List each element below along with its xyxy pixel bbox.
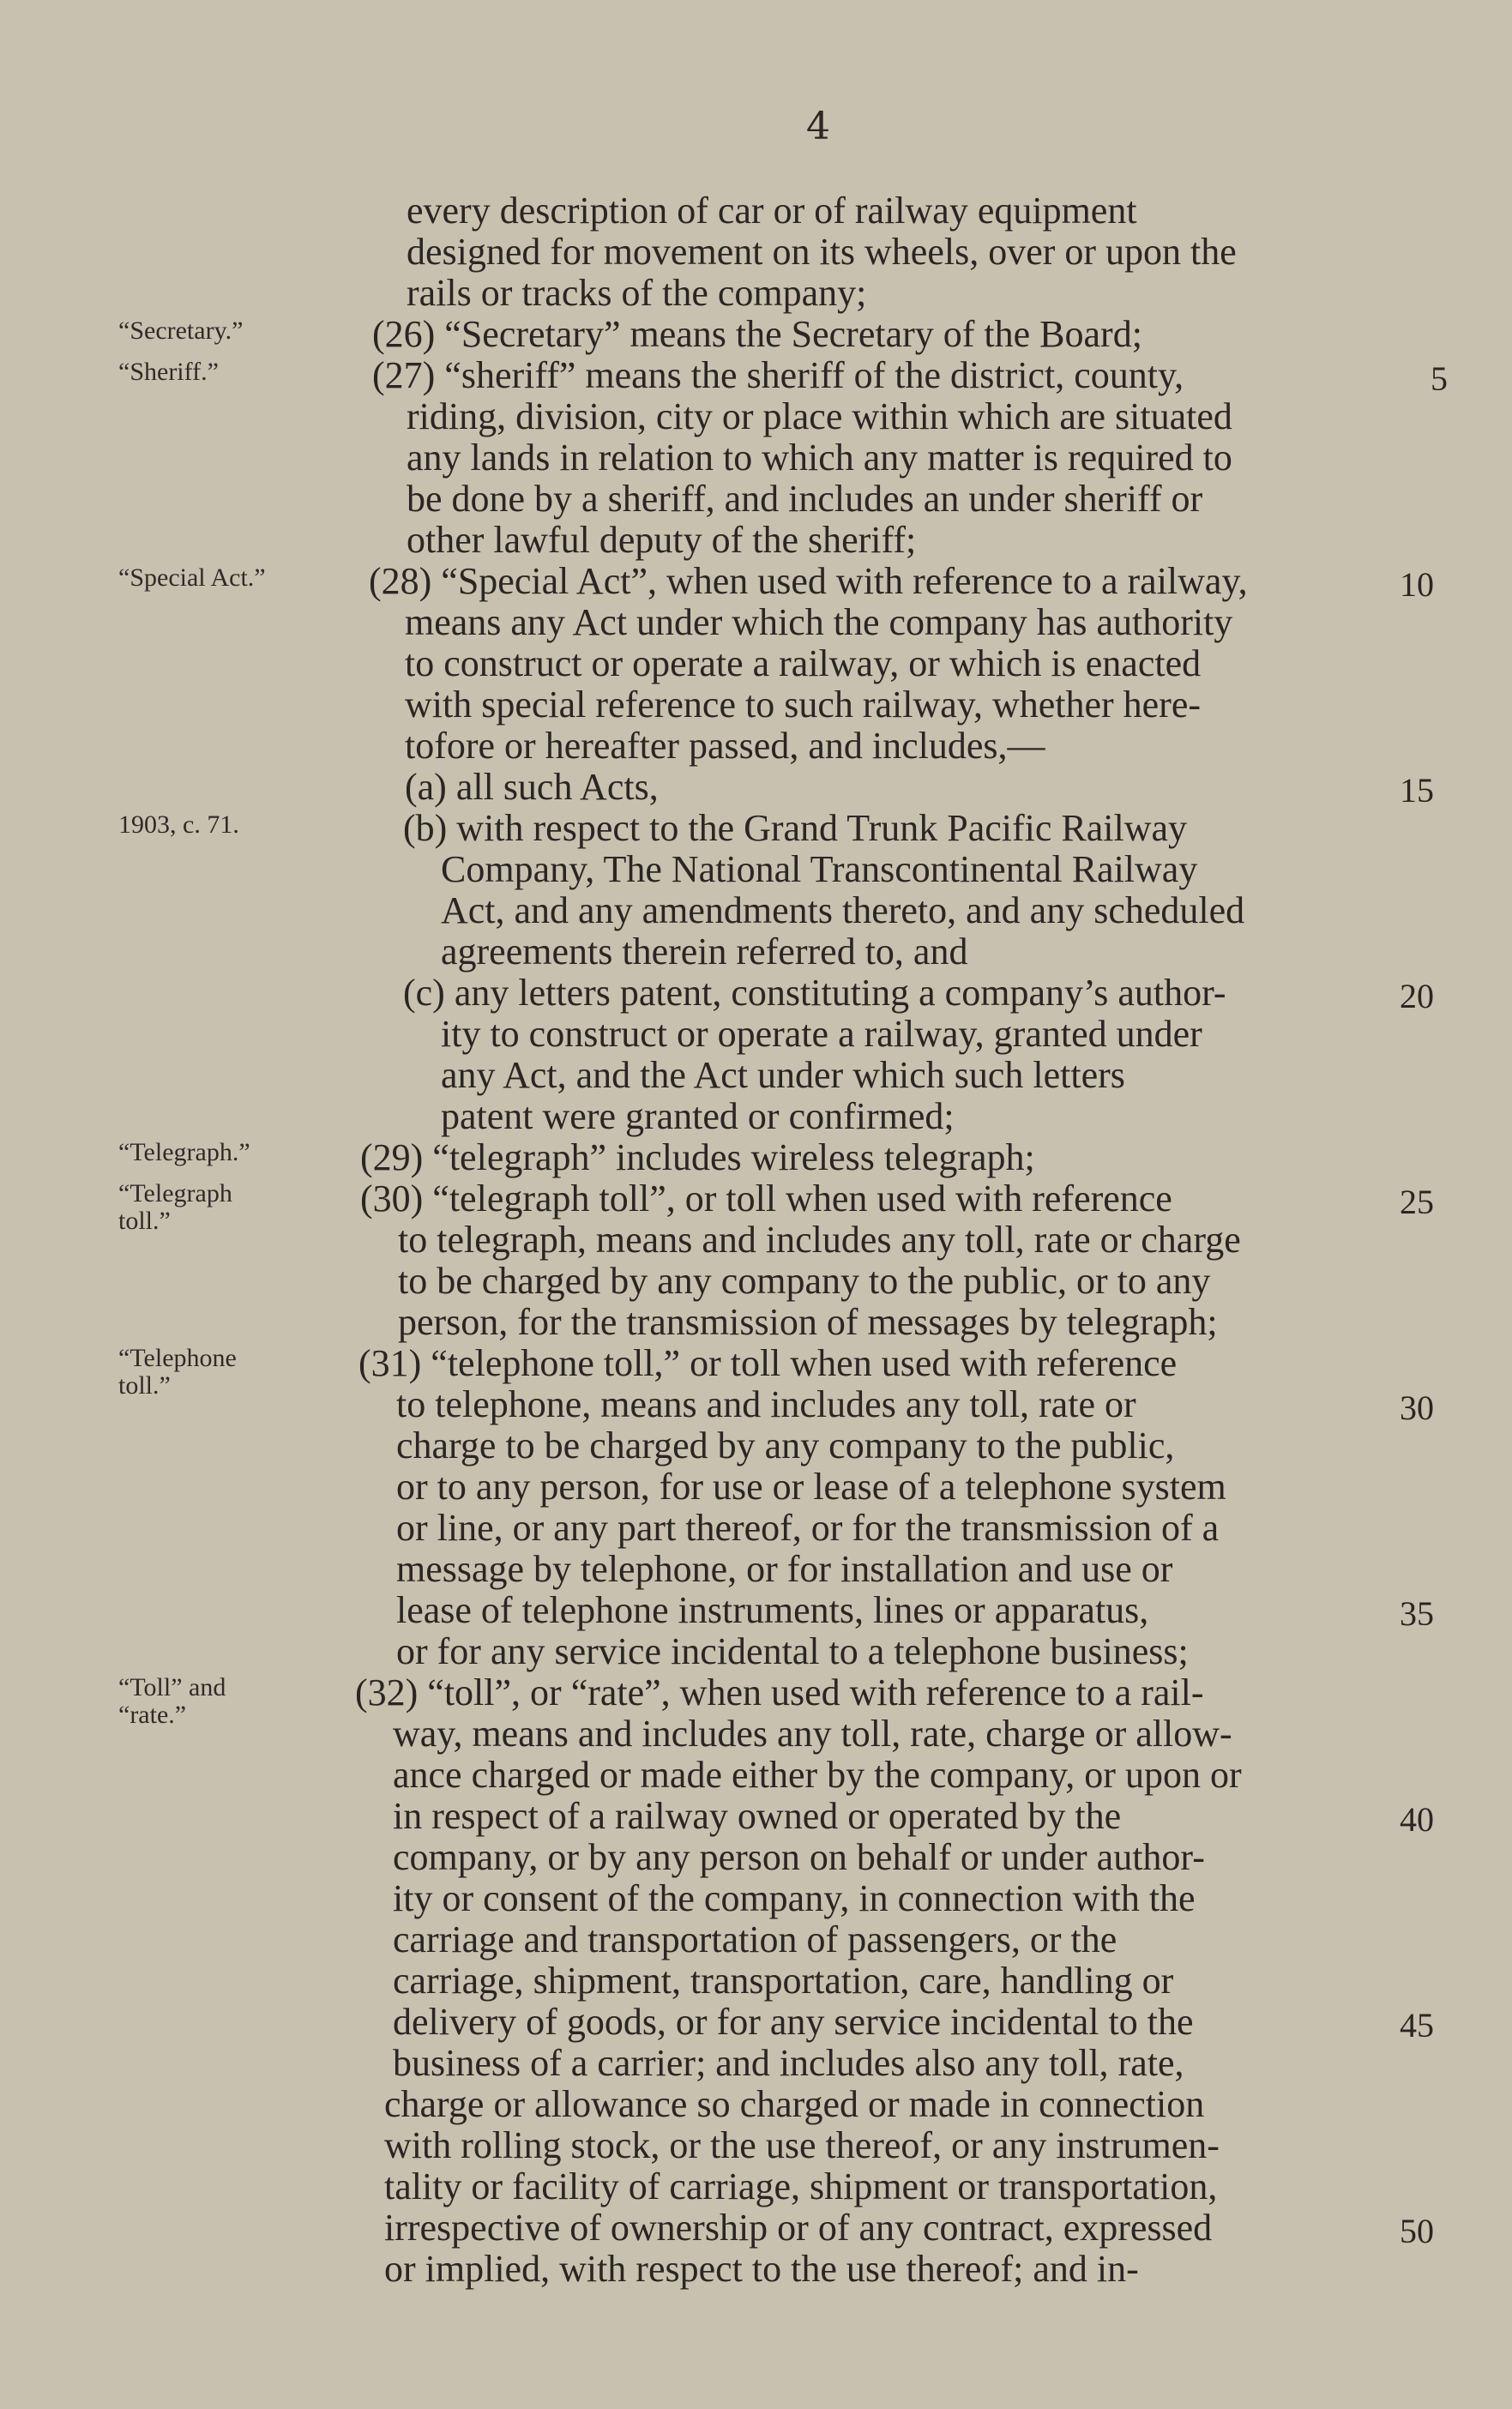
body-line: irrespective of ownership or of any contract, expressed [384, 2207, 1213, 2249]
body-line: means any Act under which the company has authority [405, 601, 1233, 643]
body-line: carriage, shipment, transportation, care, handling or [393, 1960, 1174, 2002]
margin-note-sheriff: “Sheriff.” [118, 358, 219, 386]
body-line: with rolling stock, or the use thereof, or any instrumen- [384, 2124, 1220, 2166]
body-line: (c) any letters patent, constituting a company’s author- [403, 972, 1226, 1014]
body-line: way, means and includes any toll, rate, charge or allow- [393, 1713, 1232, 1755]
line-number: 30 [1400, 1388, 1434, 1427]
body-line: be done by a sheriff, and includes an under sheriff or [407, 478, 1203, 520]
body-line: charge or allowance so charged or made in connection [384, 2083, 1205, 2125]
body-line: to construct or operate a railway, or which is enacted [405, 642, 1202, 684]
body-line: or line, or any part thereof, or for the transmission of a [396, 1507, 1220, 1549]
body-line: to telephone, means and includes any toll, rate or [396, 1383, 1136, 1425]
body-line: in respect of a railway owned or operated by the [393, 1795, 1122, 1837]
body-line: delivery of goods, or for any service incidental to the [393, 2001, 1194, 2043]
margin-note-telegraph-toll: “Telegraph toll.” [118, 1179, 232, 1235]
margin-note-secretary: “Secretary.” [118, 316, 244, 345]
body-line: or for any service incidental to a telephone business; [396, 1630, 1189, 1672]
body-line: agreements therein referred to, and [441, 930, 968, 973]
body-line: company, or by any person on behalf or under author- [393, 1836, 1205, 1878]
body-line: any lands in relation to which any matter is required to [407, 437, 1232, 479]
body-line: (31) “telephone toll,” or toll when used with reference [358, 1342, 1178, 1384]
body-line: charge to be charged by any company to the public, [396, 1424, 1175, 1466]
margin-note-telegraph: “Telegraph.” [118, 1138, 250, 1166]
margin-note-telephone-toll: “Telephone toll.” [118, 1344, 237, 1400]
body-line: ity or consent of the company, in connection with the [393, 1877, 1196, 1919]
body-line: or implied, with respect to the use thereof; and in- [384, 2248, 1139, 2290]
body-line: message by telephone, or for installation and use or [396, 1548, 1173, 1590]
body-line: carriage and transportation of passengers, or the [393, 1918, 1117, 1960]
body-line: any Act, and the Act under which such letters [441, 1054, 1125, 1096]
body-line: (32) “toll”, or “rate”, when used with reference to a rail- [355, 1671, 1204, 1713]
body-line: or to any person, for use or lease of a telephone system [396, 1466, 1226, 1508]
body-line: ity to construct or operate a railway, granted under [441, 1013, 1202, 1055]
body-line: (a) all such Acts, [405, 766, 659, 808]
margin-note-toll-and-rate: “Toll” and “rate.” [118, 1673, 226, 1729]
body-line: tofore or hereafter passed, and includes,— [405, 725, 1045, 767]
body-line: Company, The National Transcontinental Railway [441, 848, 1198, 890]
body-line: tality or facility of carriage, shipment or transportation, [384, 2165, 1218, 2207]
body-line: ance charged or made either by the company, or upon or [393, 1754, 1242, 1796]
line-number: 40 [1400, 1800, 1434, 1839]
body-line: lease of telephone instruments, lines or apparatus, [396, 1589, 1149, 1631]
line-number: 20 [1400, 977, 1434, 1015]
body-line: every description of car or of railway equipment [407, 190, 1137, 232]
line-number: 45 [1400, 2006, 1434, 2045]
margin-note-citation: 1903, c. 71. [118, 810, 239, 839]
body-line: (27) “sheriff” means the sheriff of the district, county, [372, 354, 1184, 396]
line-number: 35 [1400, 1594, 1434, 1633]
body-line: riding, division, city or place within which are situated [407, 395, 1232, 437]
body-line: (29) “telegraph” includes wireless telegraph; [360, 1136, 1035, 1178]
body-line: to telegraph, means and includes any toll, rate or charge [398, 1219, 1241, 1261]
page-number: 4 [806, 105, 831, 148]
body-line: rails or tracks of the company; [407, 272, 867, 314]
body-line: (b) with respect to the Grand Trunk Pacific Railway [403, 807, 1188, 849]
body-line: (30) “telegraph toll”, or toll when used with reference [360, 1177, 1172, 1220]
line-number: 25 [1400, 1183, 1434, 1221]
body-line: Act, and any amendments thereto, and any scheduled [441, 889, 1245, 931]
body-line: designed for movement on its wheels, over or upon the [407, 231, 1237, 273]
body-line: person, for the transmission of messages by telegraph; [398, 1301, 1218, 1343]
body-line: business of a carrier; and includes also any toll, rate, [393, 2042, 1184, 2084]
line-number: 10 [1400, 565, 1434, 604]
body-line: (28) “Special Act”, when used with reference to a railway, [369, 560, 1248, 602]
body-line: to be charged by any company to the public, or to any [398, 1260, 1211, 1302]
body-line: (26) “Secretary” means the Secretary of the Board; [372, 313, 1142, 355]
body-line: other lawful deputy of the sheriff; [407, 519, 917, 561]
line-number: 50 [1400, 2212, 1434, 2250]
body-line: with special reference to such railway, whether here- [405, 684, 1202, 726]
margin-note-special-act: “Special Act.” [118, 563, 266, 592]
line-number: 15 [1400, 771, 1434, 810]
line-number: 5 [1431, 359, 1448, 398]
body-line: patent were granted or confirmed; [441, 1095, 955, 1137]
